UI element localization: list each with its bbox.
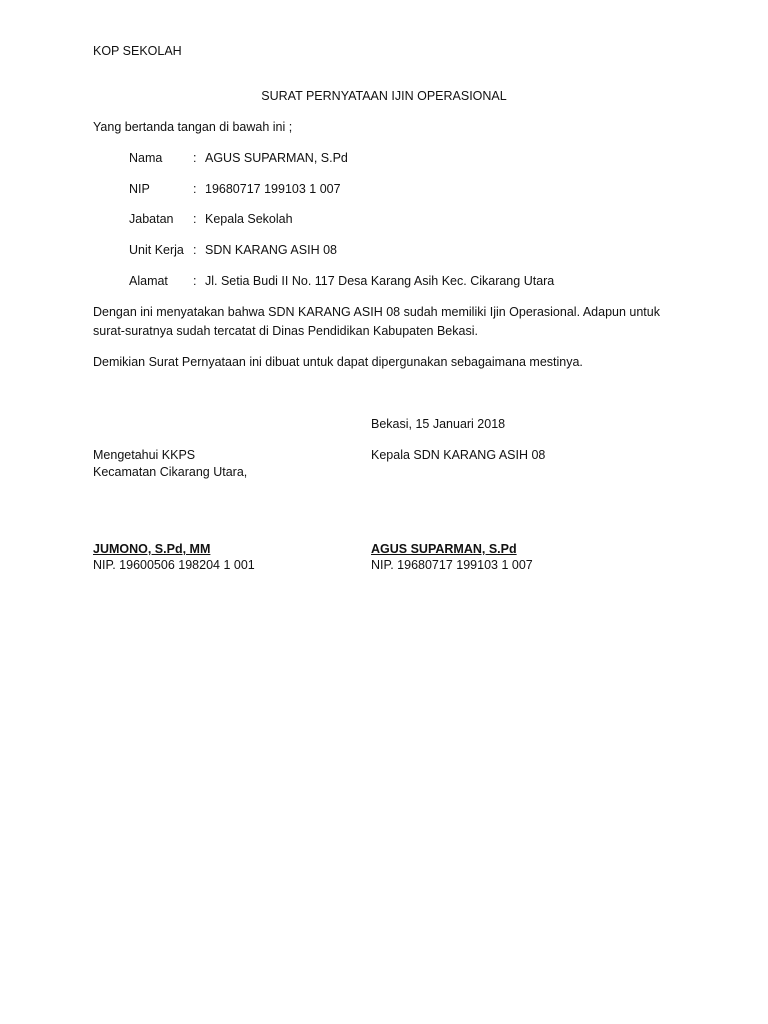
field-label: Unit Kerja	[129, 243, 184, 257]
field-colon: :	[193, 182, 197, 196]
left-signatory-nip: NIP. 19600506 198204 1 001	[93, 558, 255, 572]
field-label: Jabatan	[129, 212, 174, 226]
field-value: Jl. Setia Budi II No. 117 Desa Karang Asih Kec. Cikarang Utara	[205, 274, 555, 288]
left-signatory-office: Kecamatan Cikarang Utara,	[93, 465, 248, 479]
right-signatory-nip: NIP. 19680717 199103 1 007	[371, 558, 533, 572]
field-colon: :	[193, 212, 197, 226]
field-colon: :	[193, 274, 197, 288]
field-value: Kepala Sekolah	[205, 212, 293, 226]
closing-paragraph: Demikian Surat Pernyataan ini dibuat untuk dapat dipergunakan sebagaimana mestinya.	[93, 355, 583, 369]
document-title: SURAT PERNYATAAN IJIN OPERASIONAL	[261, 89, 507, 103]
statement-paragraph: Dengan ini menyatakan bahwa SDN KARANG ASIH 08 sudah memiliki Ijin Operasional. Adapun untuk surat-suratnya sudah tercatat di Dinas Pendidikan Kabupaten Bekasi.	[93, 305, 660, 338]
right-signatory-role: Kepala SDN KARANG ASIH 08	[371, 448, 546, 462]
right-signatory-name: AGUS SUPARMAN, S.Pd	[371, 542, 517, 556]
field-value: 19680717 199103 1 007	[205, 182, 341, 196]
left-signatory-name: JUMONO, S.Pd, MM	[93, 542, 211, 556]
field-label: Nama	[129, 151, 163, 165]
intro-text: Yang bertanda tangan di bawah ini ;	[93, 120, 293, 134]
field-value: SDN KARANG ASIH 08	[205, 243, 337, 257]
letterhead: KOP SEKOLAH	[93, 44, 182, 58]
place-date: Bekasi, 15 Januari 2018	[371, 417, 506, 431]
field-colon: :	[193, 243, 197, 257]
left-signatory-role: Mengetahui KKPS	[93, 448, 196, 462]
field-value: AGUS SUPARMAN, S.Pd	[205, 151, 348, 165]
field-label: NIP	[129, 182, 150, 196]
field-colon: :	[193, 151, 197, 165]
field-label: Alamat	[129, 274, 168, 288]
